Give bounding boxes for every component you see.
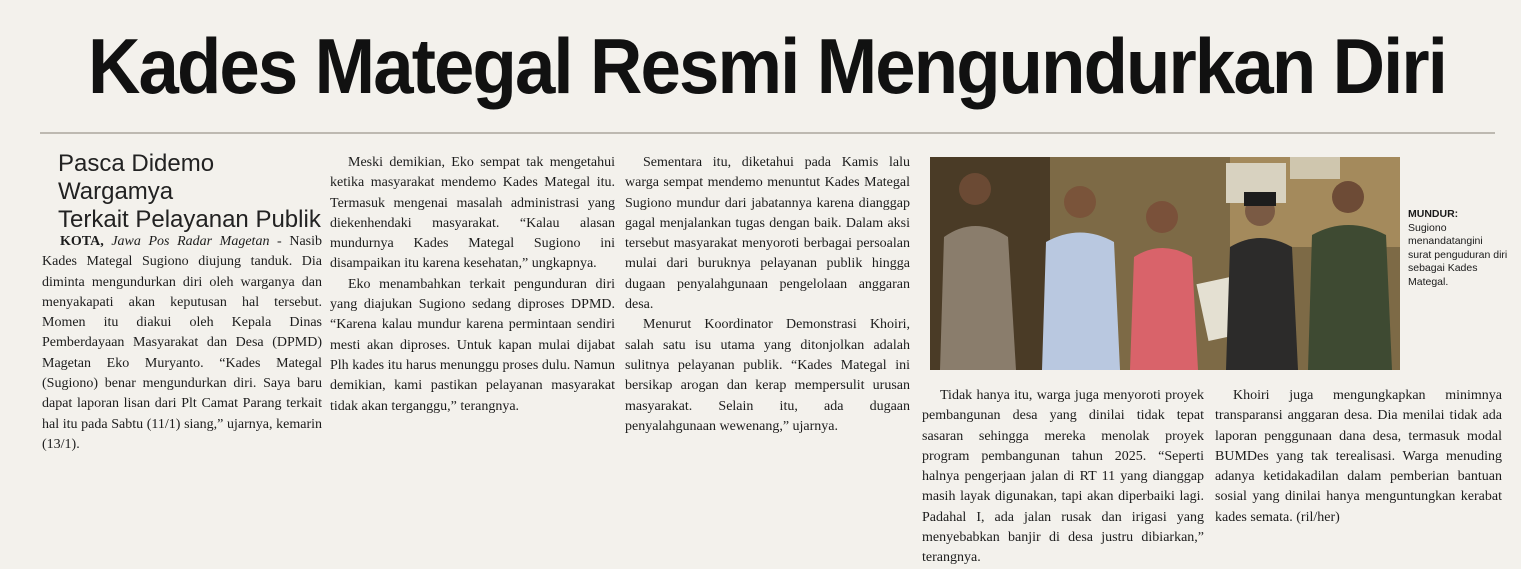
news-photo-scene (930, 157, 1400, 370)
paragraph-1 (42, 232, 322, 455)
paragraph-4: Sementara itu, diketahui pada Kamis lalu warga sempat mendemo menuntut Kades Mategal Sugiono mundur dari jabatannya karena dianggap gagal menjalankan tugas dengan baik. Dalam aksi tersebut masyarakat menyoroti berbagai persoalan mulai dari buruknya pelayanan publik hingga dugaan penyalahgunaan pengelolaan anggaran desa. (625, 155, 910, 313)
paragraph-5: Menurut Koordinator Demonstrasi Khoiri, salah satu isu utama yang ditonjolkan adalah sulitnya pelayanan publik. “Kades Mategal ini bersikap arogan dan kerap mempersulit urusan masyarakat. Selain itu, ada dugaan penyalahgunaan wewenang,” ujarnya. (625, 317, 910, 434)
paragraph-2: Meski demikian, Eko sempat tak mengetahui ketika masyarakat mendemo Kades Mategal itu. Termasuk mengenai masalah administrasi yang diekenhendaki masyarakat. “Kalau alasan mundurnya Kades Mategal Sugiono ini disampaikan itu karena kesehatan,” ungkapnya. (330, 155, 615, 272)
subheadline-line-1: Pasca Didemo Wargamya (58, 150, 215, 205)
subheadline-line-2: Terkait Pelayanan Publik (58, 206, 321, 233)
article-column-3 (625, 153, 910, 437)
dateline-source: Jawa Pos Radar Magetan (111, 234, 270, 249)
paragraph-3: Eko menambahkan terkait pengunduran diri yang diajukan Sugiono sedang diproses DPMD. “Karena kalau mundur karena permintaan sendiri mesti akan diproses. Untuk kapan mulai dijabat Plh kades itu harus menunggu proses dulu. Namun demikian, kami pastikan pelayanan masyarakat tidak akan terganggu,” terangnya. (330, 276, 615, 414)
headline: Kades Mategal Resmi Mengundurkan Diri (87, 22, 1447, 110)
paragraph-6: Tidak hanya itu, warga juga menyoroti proyek pembangunan desa yang dinilai tidak tepat sasaran sehingga mereka menolak proyek program pembangunan tahun 2025. “Seperti halnya pengerjaan jalan di RT 11 yang dianggap masih layak digunakan, tapi akan diperbaiki lagi. Padahal I, ada jalan rusak dan irigasi yang menyebabkan banjir di desa justru dibiarkan,” terangnya. (922, 388, 1204, 566)
dateline-place: KOTA, (60, 234, 104, 249)
news-photo (930, 157, 1400, 370)
caption-label: MUNDUR: (1408, 208, 1459, 220)
photo-caption (1408, 208, 1508, 290)
article-column-1 (42, 232, 322, 455)
paragraph-1-text: - Nasib Kades Mategal Sugiono diujung tanduk. Dia diminta mengundurkan diri oleh warganya dan menyakapati akan keputusan hal tersebut. Momen itu diakui oleh Kepala Dinas Pemberdayaan Masyarakat dan Desa (DPMD) Magetan Eko Muryanto. “Kades Mategal (Sugiono) benar mengundurkan diri. Saya baru dapat laporan lisan dari Plt Camat Parang terkait hal itu pada Sabtu (11/1) siang,” ujarnya, kemarin (13/1). (42, 234, 322, 452)
article-column-4 (922, 386, 1204, 569)
caption-text: Sugiono menandatangini surat penguduran diri sebagai Kades Mategal. (1408, 221, 1508, 288)
article-column-2 (330, 153, 615, 417)
subheadline (58, 150, 328, 234)
paragraph-7: Khoiri juga mengungkapkan minimnya transparansi anggaran desa. Dia menilai tidak ada laporan penggunaan dana desa, termasuk modal BUMDes yang tak terealisasi. Warga menuding adanya ketidakadilan dalam pemberian bantuan sosial yang dinilai hanya menguntungkan kerabat kades semata. (ril/her) (1215, 388, 1502, 525)
article-column-5 (1215, 386, 1502, 528)
headline-rule (40, 132, 1495, 134)
